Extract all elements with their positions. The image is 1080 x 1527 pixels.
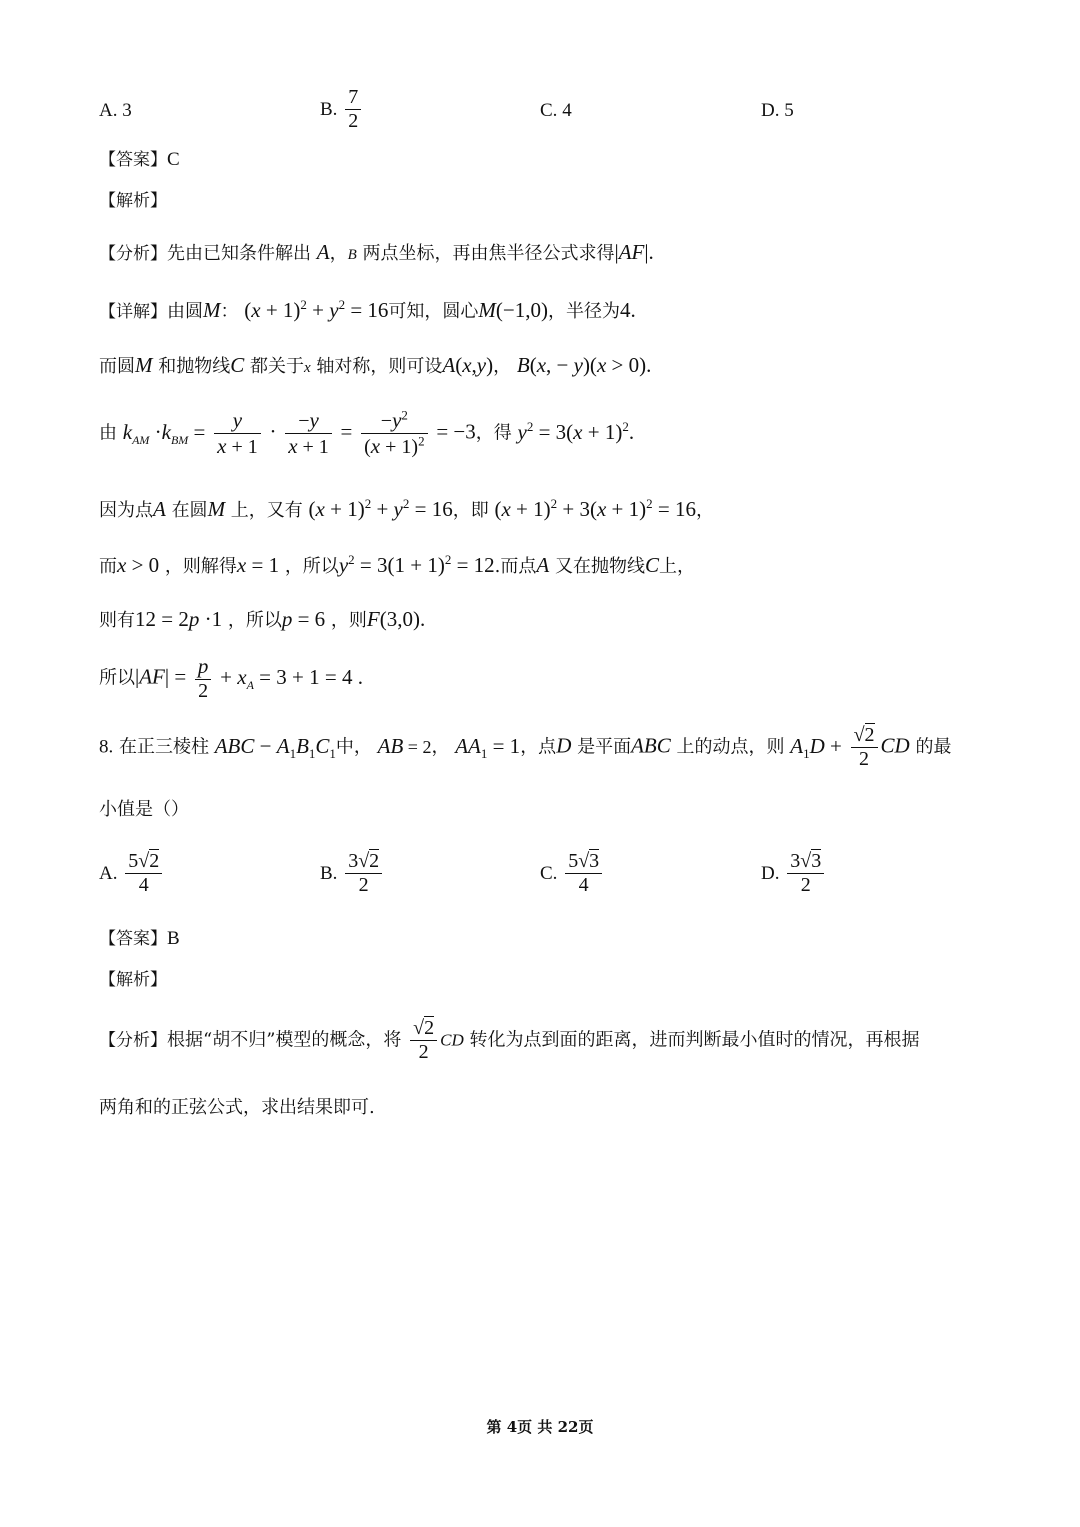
q7-answer-value: C — [167, 149, 180, 170]
q8-fenxi-line-2: 两角和的正弦公式，求出结果即可. — [99, 1097, 375, 1118]
q7-radius: 4 — [620, 298, 631, 322]
q7-option-b — [320, 86, 364, 133]
q7-answer-tag: 【答案】 — [99, 150, 167, 170]
q7-xiangjie-tag: 【详解】 — [99, 302, 167, 322]
q7-frac-2: $\frac{-y}{x + 1}$ — [285, 408, 332, 459]
q7-fenxi-b: B — [347, 247, 357, 263]
q8-fenxi-line-1: 【分析】根据“胡不归”模型的概念，将 $\frac{√2}{2}$ CD 转化为点到面的距离，进而判断最小值时的情况，再根据 — [99, 1017, 920, 1063]
page-footer: 第 4页 共 22页 — [486, 1418, 594, 1436]
q7-xiangjie-text-2: 可知，圆心 — [388, 301, 479, 322]
q8-analysis-heading: 【解析】 — [99, 970, 167, 990]
q7-option-c-label: C. — [540, 100, 558, 121]
q8-stem-line-2: 小值是（） — [99, 799, 189, 820]
q8-option-a-frac: $\frac{5√2}{4}$ — [125, 850, 162, 897]
q7-xiangjie-line-4: 因为点A 在圆M 上，又有 $(x + 1)^2 + y^2 = 16$，即 $(x + 1)^2 + 3(x + 1)^2 = 16$， — [99, 496, 714, 521]
q7-xiangjie-line-7: 所以|AF| = $\frac{p}{2}$ + $x_A = 3 + 1 = 4$ . — [99, 654, 363, 702]
q8-stem-line-1: 8. 在正三棱柱 ABC − $A_1B_1C_1$中， AB = 2， $AA_1 = 1$，点D 是平面ABC 上的动点，则 $A_1D$ + $\frac{√2}{2}$ CD 的最 — [99, 724, 952, 770]
q7-option-a-value: 3 — [122, 100, 132, 121]
q7-option-b-label: B. — [320, 98, 338, 120]
q7-xiangjie-line-5: 而x > 0 ，则解得x = 1 ，所以$y^2 = 3(1 + 1)^2 = 12$.而点A 又在抛物线C上， — [99, 552, 695, 577]
q8-option-d-frac: $\frac{3√3}{2}$ — [787, 850, 824, 897]
q7-analysis-tag: 【解析】 — [99, 191, 167, 211]
q8-option-b: B. $\frac{3√2}{2}$ — [320, 850, 385, 897]
q7-answer — [99, 150, 990, 169]
q7-option-d — [761, 100, 794, 122]
q8-number: 8. — [99, 736, 114, 758]
q7-xiangjie-line-1: 【详解】由圆M： $(x + 1)^2 + y^2 = 16$可知，圆心M(−1,0)，半径为4. — [99, 297, 636, 322]
q7-frac-p2: $\frac{p}{2}$ — [195, 654, 212, 703]
q8-option-a: A. $\frac{5√2}{4}$ — [99, 850, 165, 897]
q8-option-c: C. $\frac{5√3}{4}$ — [540, 850, 605, 897]
q8-stem-frac: $\frac{√2}{2}$ — [851, 724, 878, 771]
q8-option-b-frac: $\frac{3√2}{2}$ — [345, 850, 382, 897]
q7-fenxi-af: AF — [618, 240, 645, 264]
q8-fenxi-frac: $\frac{√2}{2}$ — [410, 1017, 437, 1064]
q7-fenxi-text-1: 先由已知条件解出 — [167, 243, 311, 264]
q7-xiangjie-text-3: ，半径为 — [548, 301, 621, 322]
q7-analysis-heading — [99, 192, 990, 210]
q8-option-c-frac: $\frac{5√3}{4}$ — [565, 850, 602, 897]
q7-fenxi-text-2: 两点坐标，再由焦半径公式求得 — [362, 243, 615, 264]
q7-option-b-num: 7 — [345, 86, 361, 110]
q7-option-a-label: A. — [99, 100, 118, 121]
q7-option-a — [99, 100, 132, 122]
q7-option-c — [540, 100, 572, 122]
q7-xiangjie-line-2: 而圆M 和抛物线C 都关于x 轴对称，则可设A(x,y)， B(x, − y)(x > 0). — [99, 353, 652, 377]
q7-option-b-den: 2 — [348, 110, 359, 132]
q7-option-d-label: D. — [761, 100, 780, 121]
q7-fenxi-tag: 【分析】 — [99, 244, 167, 264]
q7-fenxi: 【分析】先由已知条件解出 A，B 两点坐标，再由焦半径公式求得|AF|. — [99, 240, 654, 264]
q7-xiangjie-text-1: 由圆 — [167, 301, 203, 322]
q8-option-d: D. $\frac{3√3}{2}$ — [761, 850, 827, 897]
q7-fenxi-a: A — [316, 240, 330, 264]
q7-xiangjie-line-3: 由 $k_{AM} \cdot k_{BM}$ = $\frac{y}{x + 1}$ · $\frac{-y}{x + 1}$ = $\frac{-y^2}{(x + 1)^2}$ = −3，得 $y^2 = 3(x + 1)^2$. — [99, 407, 635, 458]
q8-answer: 【答案】B — [99, 928, 180, 949]
q7-option-d-value: 5 — [784, 100, 794, 121]
q7-frac-3: $\frac{-y^2}{(x + 1)^2}$ — [361, 408, 427, 459]
q7-option-c-value: 4 — [562, 100, 572, 121]
q7-xiangjie-line-6: 则有12 = 2p ·1 ，所以p = 6 ，则F(3,0). — [99, 607, 426, 631]
q7-option-b-fraction — [345, 86, 361, 133]
q7-frac-1: $\frac{y}{x + 1}$ — [214, 408, 261, 459]
q8-answer-value: B — [167, 928, 180, 949]
